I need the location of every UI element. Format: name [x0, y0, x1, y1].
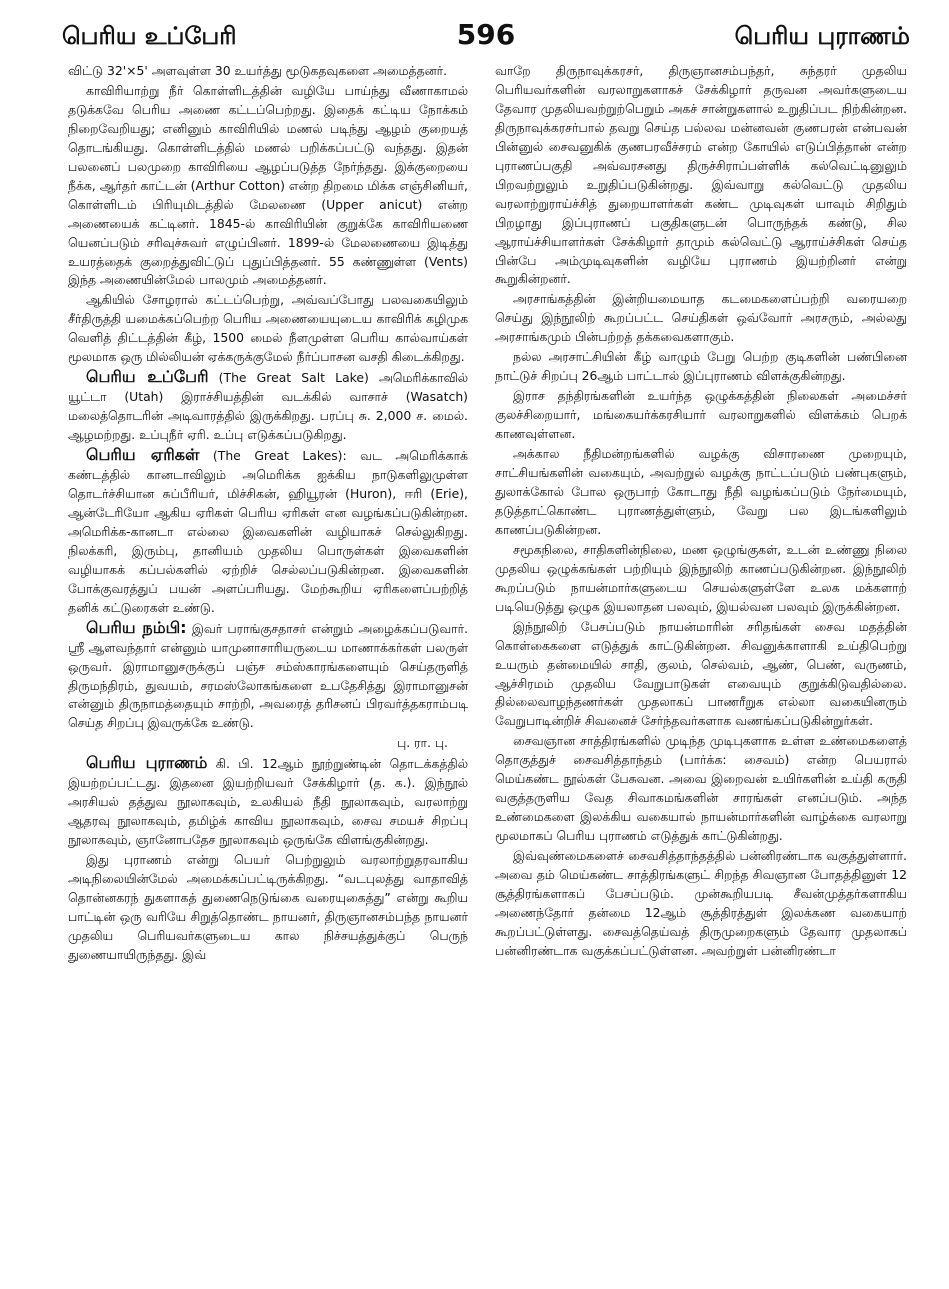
running-head-right: பெரிய புராணம் — [734, 22, 910, 50]
entry-great-lakes — [68, 446, 468, 618]
page-number: 596 — [456, 18, 516, 51]
paragraph: விட்டு 32'×5' அளவுள்ள 30 உயர்த்து மூடுகதவுகளை அமைத்தனர். — [68, 63, 448, 78]
entry-great-salt-lake — [68, 368, 468, 445]
paragraph: சைவஞான சாத்திரங்களில் முடிந்த முடிபுகளாக உள்ள உண்மைகளைத் தொகுத்துச் சைவசித்தாந்தம் (பார்க்க: சைவம்) என்ற பெயரால் மெய்கண்ட நூல்கள் பேசுவன. அவை இறைவன் உயிர்களின் உய்தி கருதி வகுத்தருளிய வேத சிவாகமங்களின் சாரங்கள் எனப்படும். அந்த உண்மைகளை இலக்கிய வகையால் நாயன்மார்களின் வாழ்க்கை வரலாறு மூலமாகப் பெரிய புராணம் எடுத்துக் காட்டுகின்றது. — [495, 733, 907, 844]
paragraph: இவ்வுண்மைகளைச் சைவசித்தாந்தத்தில் பன்னிரண்டாக வகுத்துள்ளார். அவை தம் மெய்கண்ட சாத்திரங்களுட் சிறந்த சிவஞான போதத்தினுள் 12 சூத்திரங்களாகப் பேசப்படும். முன்கூறியபடி சீவன்முத்தர்களாகிய அணைந்தோர் தன்மை 12ஆம் சூத்திரத்துள் இலக்கண வகையாற் கூறப்பட்டுள்ளது. சைவத்தெய்வத் திருமுறைகளும் தேவார முதலாகப் பன்னிரண்டாக வகுக்கப்பட்டுள்ளன. அவற்றுள் பன்னிரண்டா — [495, 848, 907, 958]
paragraph: ஆகியில் சோழரால் கட்டப்பெற்று, அவ்வப்போது பலவகையிலும் சீர்திருத்தி யமைக்கப்பெற்ற பெரிய அணையையுடைய காவிரிக் கழிமுக வெளித் திட்டத்தின் கீழ், 1500 மைல் நீளமுள்ள பெரிய கால்வாய்கள் மூலமாக ஒரு மில்லியன் ஏக்கருக்குமேல் நீர்ப்பாசன வசதி கிடைக்கிறது. — [68, 292, 468, 365]
paragraph: காவிரியாற்று நீர் கொள்ளிடத்தின் வழியே பாய்ந்து வீணாகாமல் தடுக்கவே பெரிய அணை கட்டப்பெற்றது. இதைக் கட்டிய நோக்கம் நிறைவேறியது; எனினும் காவிரியில் மணல் படிந்து ஆழம் குறையத் தொடங்கியது. கொள்ளிடத்தில் மணல் பறிக்கப்பட்டு வந்தது. இதன் பலனைப் பலமுறை காவிரியை ஆழப்படுத்த நேர்ந்தது. இக்குறையை நீக்க, ஆர்தர் காட்டன் (Arthur Cotton) என்ற திறமை மிக்க எஞ்சினியர், கொள்ளிடம் பிரியுமிடத்தில் மேலணை (Upper anicut) என்ற அணையைக் கட்டினர். 1845-ல் காவிரியின் குறுக்கே காவிரியணை யெனப்படும் சரிவுச்சுவர் எழுப்பினர். 1899-ல் மேலணையை இடித்து உயரத்தைக் குறைத்துவிட்டுப் புதுப்பித்தனர். 55 கண்ணுள்ள (Vents) இந்த அணையின்மேல் பாலமும் அமைத்தனர். — [68, 82, 468, 288]
right-column — [495, 62, 907, 962]
paragraph: அரசாங்கத்தின் இன்றியமையாத கடமைகளைப்பற்றி வரையறை செய்து இந்நூலிற் கூறப்பட்ட செய்திகள் ஒவ்வோர் அரசரும், அல்லது அரசாங்கமும் பின்பற்றத் தக்கவைகளாகும். — [495, 291, 907, 345]
entry-heading: பெரிய புராணம் — [86, 753, 208, 773]
paragraph: இராச தந்திரங்களின் உயர்ந்த ஒழுக்கத்தின் நிலைகள் அமைச்சர் குலச்சிறையார், மங்கையர்க்கரசியார் வரலாறுகளில் விளக்கம் பெறக் காணவுள்ளன. — [495, 388, 907, 442]
paragraph: சமூகநிலை, சாதிகளின்நிலை, மண ஒழுங்குகள், உடன் உண்ணு நிலை முதலிய ஒழுக்கங்கள் பற்றியும் இந்நூலிற் காணப்படுகின்றன. இந்நூலிற் கூறப்படும் நாயன்மார்களுடைய செயல்களுள்ளே உலக மக்களாற் படியெடுத்து ஒழுக இயலாதன பலவும், இயல்வன பலவும் இருக்கின்றன. — [495, 541, 907, 614]
entry-heading: பெரிய நம்பி: — [86, 617, 187, 637]
entry-periya-puranam — [68, 754, 468, 850]
entry-body: இவர் பராங்குசதாசர் என்றும் அழைக்கப்படுவார். ஸ்ரீ ஆளவந்தார் என்னும் யாமுனாசாரியருடைய மாணாக்கர்கள் பலருள் ஒருவர். இராமானுசருக்குப் பஞ்ச சம்ஸ்காரங்களையும் செய்தருளித் திருமந்திரம், துவயம், சரமஸ்லோகங்களை உபதேசித்து இராமானுசன் என்னும் திருநாமத்தையும் சாற்றி, அவரைத் தரிசனப் பிரவர்த்தகராம்படி செய்த சிறப்பு இவருக்கே உண்டு. — [68, 620, 469, 731]
entry-periya-nambi — [68, 619, 468, 734]
author-initials: பு. ரா. பு. — [396, 735, 448, 751]
left-column — [68, 62, 468, 966]
entry-body: (The Great Lakes): வட அமெரிக்காக் கண்டத்தில் கானடாவிலும் அமெரிக்க ஐக்கிய நாடுகளிலுமுள்ள தொடர்ச்சியான சுப்பீரியர், மிச்சிகன், ஹியூரன் (Huron), ஈரி (Erie), ஆன்டேரியோ ஆகிய ஏரிகள் பெரிய ஏரிகள் என வழங்கப்படுகின்றன. அமெரிக்க-கானடா எல்லை இவைகளின் வழியாகச் செல்லுகிறது. நிலக்கரி, இரும்பு, தானியம் முதலிய பொருள்கள் இவைகளின் வழியாகக் கப்பல்களில் ஏற்றிச் செல்லப்படுகின்றன. இவைகளின் போக்குவரத்துப் பயன் அளப்பரியது. மேற்கூறிய ஏரிகளைப்பற்றித் தனிக் கட்டுரைகள் உண்டு. — [68, 448, 468, 615]
entry-body: கி. பி. 12ஆம் நூற்றுண்டின் தொடக்கத்தில் இயற்றப்பட்டது. இதனை இயற்றியவர் சேக்கிழார் (த. க.). இந்நூல் அரசியல் தத்துவ நூலாகவும், உலகியல் நீதி நூலாகவும், வரலாற்று ஆதரவு நூலாகவும், தமிழ்க் காவிய நூலாகவும், சைவ சமயச் சிறப்பு நூலாகவும், ஞானோபதேச நூலாகவும் ஒருங்கே விளங்குகின்றது. — [68, 756, 468, 848]
paragraph: இது புராணம் என்று பெயர் பெற்றுலும் வரலாற்றுதரவாகிய அடிநிலையின்மேல் அமைக்கப்பட்டிருக்கிறது. “வடபுலத்து வாதாவித் தொன்னகரந் துகளாகத் துணைநெடுங்கை வரையுகைத்து” என்று கூறிய பாட்டின் ஒரு வரியே சிறுத்தொண்ட நாயனர், திருஞானசம்பந்த நாயனர் முதலிய பெரியவர்களுடைய கால நிச்சயத்துக்குப் பெருந் துணையாயிருந்தது. இவ் — [68, 852, 468, 962]
entry-heading: பெரிய உப்பேரி — [86, 367, 209, 387]
paragraph: அக்கால நீதிமன்றங்களில் வழக்கு விசாரணை முறையும், சாட்சியங்களின் வகையும், அவற்றுல் வழக்கு நாட்டப்படும் பண்புகளும், துலாக்கோல் போல ஒருபாற் கோடாது நீதி வழங்கப்படும் நேர்மையும், தடுத்தாட்கொண்ட புராணத்துள்ளும், வேறு பல இடங்களிலும் காணப்படுகின்றன. — [495, 446, 907, 537]
entry-heading: பெரிய ஏரிகள் — [86, 445, 200, 465]
paragraph: நல்ல அரசாட்சியின் கீழ் வாழும் பேறு பெற்ற குடிகளின் பண்பினை நாட்டுச் சிறப்பு 26ஆம் பாட்டால் இப்புராணம் விளக்குகின்றது. — [495, 349, 907, 384]
entry-body: (The Great Salt Lake) அமெரிக்காவில் யூட்டா (Utah) இராச்சியத்தின் வடக்கில் வாசாச் (Wasatch) மலைத்தொடரின் அடிவாரத்தில் இருக்கிறது. பரப்பு சு. 2,000 ச. மைல். ஆழமற்றது. உப்புநீர் ஏரி. உப்பு எடுக்கப்படுகிறது. — [68, 370, 468, 443]
paragraph: வாறே திருநாவுக்கரசர், திருஞானசம்பந்தர், சுந்தரர் முதலிய பெரியவர்களின் வரலாறுகளாகச் சேக்கிழார் தருவன அவர்களுடைய தேவார முதலியவற்றுற்பெறும் அகச் சான்றுகளால் உறுதிப்பட நிற்கின்றன. திருநாவுக்கரசர்பால் தவறு செய்த பல்லவ மன்னவன் குணபரன் என்பவன் பின்னுல் சைவனுகிக் குணபரவீச்சரம் என்ற கோயில் எடுப்பித்தான் என்ற புராணப்பகுதி அவ்வரசனது திருச்சிராப்பள்ளிக் கல்வெட்டினுலும் பிறவற்றுலும் உறுதிப்படுகின்றது. இவ்வாறு கல்வெட்டு முதலிய வரலாற்றுராய்ச்சித் துறையாளர்கள் கண்ட முடிவுகள் யாவும் சிறிதும் பிறழாது இப்புராணப் பகுதிகளுடன் பொருந்தக் கண்டு, சில ஆராய்ச்சியாளர்கள் சேக்கிழார் தாமும் கல்வெட்டு ஆராய்ச்சிகள் செய்த பின்பே அம்முடிவுகளின் வழியே புராணம் இயற்றினர் என்று கூறுகின்றனர். — [495, 63, 907, 287]
paragraph: இந்நூலிற் பேசப்படும் நாயன்மாரின் சரிதங்கள் சைவ மதத்தின் கொள்கைகளை எடுத்துக் காட்டுகின்றன. சிவனுக்காளாகி உய்திபெற்று உயரும் தன்மையில் சாதி, குலம், செல்வம், ஆண், பெண், வருணம், ஆச்சிரமம் முதலிய வேறுபாடுகள் எவையும் குறுக்கிடுவதில்லை. தில்லைவாழந்தணர்கள் முதலாகப் பாணரீறுக எல்லா வகையினரும் வேறுபாடின்றிச் சிவனைச் சேர்ந்தவர்களாக வணங்கப்படுகின்றுர்கள். — [495, 618, 907, 729]
running-head-left: பெரிய உப்பேரி — [62, 22, 237, 50]
page-header — [62, 10, 910, 50]
